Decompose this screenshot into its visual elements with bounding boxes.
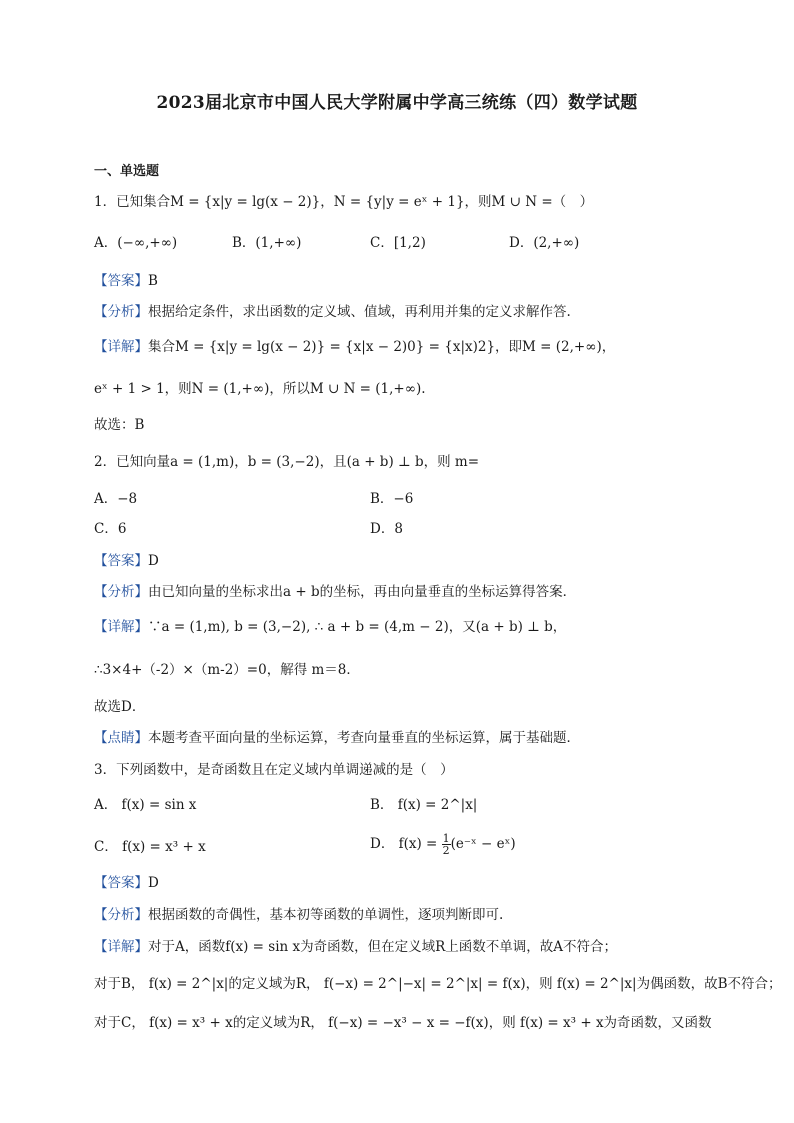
q2-option-b: B．−6 [370,491,414,507]
analysis-tag: 【分析】 [94,907,148,923]
document-title: 2023届北京市中国人民大学附属中学高三统练（四）数学试题 [156,93,638,113]
q3-analysis [94,905,503,925]
answer-tag: 【答案】 [94,553,148,569]
analysis-tag: 【分析】 [94,304,148,320]
analysis-text: 由已知向量的坐标求出a + b的坐标，再由向量垂直的坐标运算得答案． [148,584,577,600]
q3-detail-2: 对于B， f(x) = 2^|x|的定义域为R， f(−x) = 2^|−x| = 2^|x| = f(x)，则 f(x) = 2^|x|为偶函数，故B不符合； [94,976,782,992]
answer-value: B [148,273,158,289]
analysis-text: 根据给定条件，求出函数的定义域、值域，再利用并集的定义求解作答. [148,304,571,320]
detail-tag: 【详解】 [94,939,148,955]
q3-option-b: B． f(x) = 2^|x| [370,797,478,813]
fraction-numerator: 1 [442,832,450,845]
q1-option-d: D．(2,+∞) [509,235,580,251]
q1-answer [94,271,158,291]
q3-answer [94,873,159,893]
fraction-denominator: 2 [442,844,450,857]
fraction [442,833,451,856]
comment-text: 本题考查平面向量的坐标运算，考查向量垂直的坐标运算，属于基础题． [148,730,580,746]
detail-tag: 【详解】 [94,619,148,635]
q3-option-a: A． f(x) = sin x [94,797,197,813]
analysis-text: 根据函数的奇偶性，基本初等函数的单调性，逐项判断即可. [148,907,504,923]
answer-value: D [148,553,159,569]
q1-option-a: A．(−∞,+∞) [94,235,178,251]
section-heading: 一、单选题 [94,164,160,179]
q2-detail-2: ∴3×4+（-2）×（m-2）=0，解得 m＝8． [94,662,360,678]
q1-option-c: C．[1,2) [370,235,426,251]
detail-text: ∵a = (1,m), b = (3,−2), ∴ a + b = (4,m − 2)，又(a + b) ⊥ b， [148,619,567,635]
option-d-suffix: (e⁻ˣ − eˣ) [450,836,516,852]
q3-detail-1 [94,937,617,957]
q2-detail-1 [94,617,566,637]
q3-option-d [370,833,516,856]
q1-option-b: B．(1,+∞) [232,235,302,251]
option-d-prefix: D． f(x) = [370,836,442,852]
analysis-tag: 【分析】 [94,584,148,600]
q2-stem: 2．已知向量a = (1,m)，b = (3,−2)，且(a + b) ⊥ b，则 m= [94,454,480,470]
q1-analysis [94,302,571,322]
answer-tag: 【答案】 [94,273,148,289]
answer-tag: 【答案】 [94,875,148,891]
detail-tag: 【详解】 [94,339,148,355]
q3-option-c: C． f(x) = x³ + x [94,839,206,855]
q2-option-a: A．−8 [94,491,138,507]
q1-conclusion: 故选：B [94,417,145,433]
q1-stem: 1．已知集合M = {x|y = lg(x − 2)}，N = {y|y = eˣ + 1}，则M ∪ N =（ ） [94,194,594,210]
q2-comment [94,728,580,748]
q3-stem: 3．下列函数中，是奇函数且在定义域内单调递减的是（ ） [94,762,454,778]
q2-conclusion: 故选D． [94,699,146,715]
q1-detail-1 [94,337,615,357]
detail-text: 对于A，函数f(x) = sin x为奇函数，但在定义域R上函数不单调，故A不符合； [148,939,618,955]
q2-answer [94,551,159,571]
q2-analysis [94,582,576,602]
q2-option-d: D．8 [370,521,403,537]
q3-detail-3: 对于C， f(x) = x³ + x的定义域为R， f(−x) = −x³ − x = −f(x)，则 f(x) = x³ + x为奇函数，又函数 [94,1015,712,1031]
q1-detail-2: eˣ + 1 > 1，则N = (1,+∞)，所以M ∪ N = (1,+∞). [94,381,426,397]
comment-tag: 【点睛】 [94,730,148,746]
q2-option-c: C．6 [94,521,127,537]
detail-text: 集合M = {x|y = lg(x − 2)} = {x|x − 2)0} = {x|x)2}，即M = (2,+∞)， [148,339,616,355]
answer-value: D [148,875,159,891]
